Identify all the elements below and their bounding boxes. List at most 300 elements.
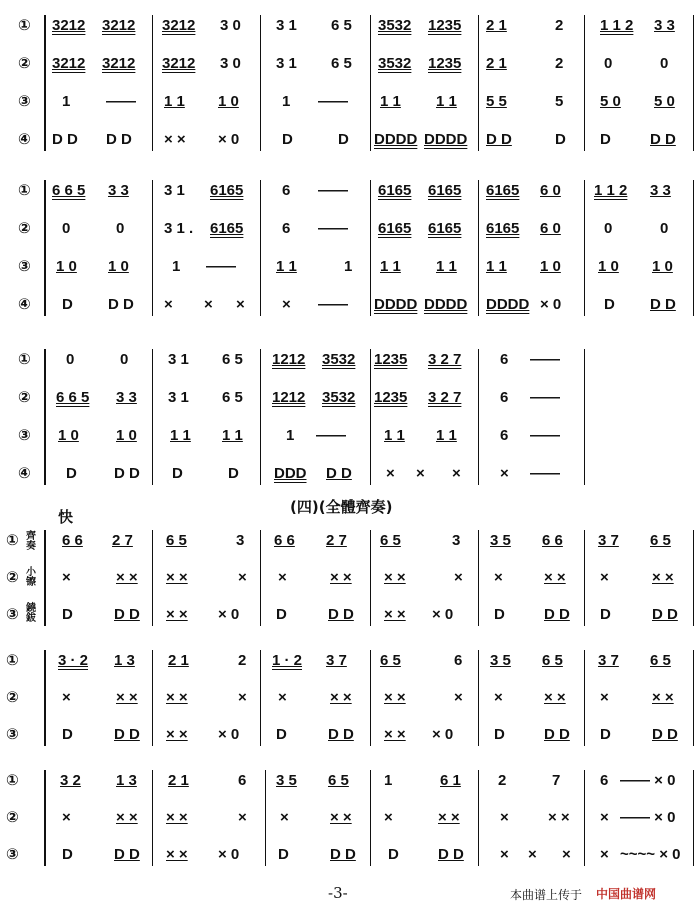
note-cell: 1 1 bbox=[170, 427, 191, 444]
note-cell: × × bbox=[652, 569, 674, 586]
note-cell: D D bbox=[114, 846, 140, 863]
note-cell: D D bbox=[328, 606, 354, 623]
part-number-label: ③ bbox=[6, 726, 19, 743]
note-cell: 3 1 bbox=[276, 17, 297, 34]
note-cell: × × bbox=[116, 809, 138, 826]
bar-line bbox=[152, 15, 153, 151]
bar-line bbox=[260, 530, 261, 626]
note-cell: × bbox=[280, 809, 289, 826]
note-cell: —— × 0 bbox=[620, 809, 676, 826]
note-cell: 6 bbox=[282, 182, 291, 199]
note-cell: 6 6 bbox=[62, 532, 83, 549]
note-cell: —— bbox=[206, 258, 236, 275]
note-cell: × × bbox=[166, 606, 188, 623]
note-cell: 1 1 bbox=[276, 258, 297, 275]
note-cell: 2 bbox=[555, 55, 564, 72]
note-cell: —— bbox=[530, 351, 560, 368]
part-number-label: ② bbox=[18, 220, 31, 237]
note-cell: 1 3 bbox=[116, 772, 137, 789]
note-cell: 3 7 bbox=[326, 652, 347, 669]
note-cell: 6 5 bbox=[331, 17, 352, 34]
note-cell: DDDD bbox=[374, 131, 418, 148]
note-cell: × bbox=[494, 689, 503, 706]
note-cell: 1235 bbox=[374, 351, 408, 368]
bar-line bbox=[260, 15, 261, 151]
bar-line bbox=[584, 180, 585, 316]
note-cell: D D bbox=[114, 465, 140, 482]
note-cell: D D bbox=[114, 726, 140, 743]
note-cell: —— bbox=[316, 427, 346, 444]
bar-line bbox=[152, 650, 153, 746]
note-cell: 1 bbox=[286, 427, 295, 444]
bar-line bbox=[584, 770, 585, 866]
note-cell: × × bbox=[548, 809, 570, 826]
note-cell: × bbox=[238, 809, 247, 826]
note-cell: D D bbox=[438, 846, 464, 863]
bar-line bbox=[584, 530, 585, 626]
note-cell: 3 1 bbox=[276, 55, 297, 72]
part-number-label: ③ bbox=[6, 606, 19, 623]
note-cell: 1 bbox=[172, 258, 181, 275]
note-cell: 1 1 bbox=[436, 427, 457, 444]
note-cell: 6 6 bbox=[274, 532, 295, 549]
part-number-label: ① bbox=[6, 772, 19, 789]
part-number-label: ① bbox=[6, 532, 19, 549]
note-cell: D bbox=[62, 846, 73, 863]
score-system-1 bbox=[0, 15, 700, 151]
bar-line bbox=[478, 770, 479, 866]
note-cell: 1 1 2 bbox=[600, 17, 634, 34]
bar-line bbox=[478, 650, 479, 746]
note-cell: × 0 bbox=[540, 296, 562, 313]
note-cell: 0 bbox=[660, 220, 669, 237]
section-title: (四)(全體齊奏) bbox=[290, 498, 393, 516]
note-cell: × × bbox=[166, 569, 188, 586]
note-cell: × bbox=[62, 569, 71, 586]
part-number-label: ② bbox=[18, 55, 31, 72]
note-cell: 1 0 bbox=[218, 93, 239, 110]
note-cell: 5 bbox=[555, 93, 564, 110]
bar-line bbox=[152, 180, 153, 316]
note-cell: 3 5 bbox=[276, 772, 297, 789]
note-cell: 1 bbox=[62, 93, 71, 110]
note-cell: × bbox=[452, 465, 461, 482]
note-cell: 6165 bbox=[378, 182, 412, 199]
bar-line bbox=[370, 15, 371, 151]
note-cell: 6165 bbox=[378, 220, 412, 237]
note-cell: 1 0 bbox=[116, 427, 137, 444]
note-cell: × bbox=[528, 846, 537, 863]
note-cell: 3 1 . bbox=[164, 220, 194, 237]
note-cell: × bbox=[600, 569, 609, 586]
note-cell: D bbox=[276, 606, 287, 623]
bar-line bbox=[152, 530, 153, 626]
note-cell: D D bbox=[326, 465, 352, 482]
bar-line bbox=[370, 530, 371, 626]
note-cell: 6 bbox=[238, 772, 247, 789]
note-cell: D D bbox=[330, 846, 356, 863]
note-cell: × × bbox=[384, 726, 406, 743]
part-number-label: ② bbox=[6, 689, 19, 706]
bar-line bbox=[44, 349, 46, 485]
part-number-label: ③ bbox=[18, 427, 31, 444]
note-cell: 1 0 bbox=[108, 258, 129, 275]
note-cell: × bbox=[278, 569, 287, 586]
note-cell: × × bbox=[166, 689, 188, 706]
note-cell: —— bbox=[318, 296, 348, 313]
note-cell: 3532 bbox=[322, 351, 356, 368]
bar-line bbox=[693, 15, 694, 151]
note-cell: —— bbox=[318, 182, 348, 199]
note-cell: 2 bbox=[238, 652, 247, 669]
note-cell: × bbox=[236, 296, 245, 313]
bar-line bbox=[152, 770, 153, 866]
note-cell: × × bbox=[544, 689, 566, 706]
note-cell: 1 0 bbox=[540, 258, 561, 275]
note-cell: D D bbox=[114, 606, 140, 623]
bar-line bbox=[584, 349, 585, 485]
note-cell: × × bbox=[166, 846, 188, 863]
note-cell: × × bbox=[438, 809, 460, 826]
part-number-label: ③ bbox=[18, 258, 31, 275]
note-cell: 6 5 bbox=[331, 55, 352, 72]
part-number-label: ① bbox=[18, 182, 31, 199]
note-cell: D bbox=[228, 465, 239, 482]
part-number-label: ④ bbox=[18, 465, 31, 482]
note-cell: × bbox=[454, 569, 463, 586]
note-cell: 1 0 bbox=[652, 258, 673, 275]
note-cell: 6 0 bbox=[540, 220, 561, 237]
note-cell: 3212 bbox=[102, 55, 136, 72]
note-cell: 0 bbox=[604, 55, 613, 72]
note-cell: × bbox=[62, 689, 71, 706]
note-cell: 0 bbox=[660, 55, 669, 72]
bar-line bbox=[370, 650, 371, 746]
upload-credit: 本曲谱上传于 bbox=[510, 888, 583, 902]
note-cell: 3212 bbox=[162, 55, 196, 72]
note-cell: 6165 bbox=[210, 220, 244, 237]
note-cell: D D bbox=[544, 606, 570, 623]
part-number-label: ④ bbox=[18, 131, 31, 148]
bar-line bbox=[152, 349, 153, 485]
score-system-3 bbox=[0, 349, 700, 485]
note-cell: DDD bbox=[274, 465, 307, 482]
note-cell: × × bbox=[330, 569, 352, 586]
note-cell: 6 5 bbox=[650, 652, 671, 669]
note-cell: 3532 bbox=[378, 55, 412, 72]
note-cell: × 0 bbox=[218, 726, 240, 743]
note-cell: 6 5 bbox=[650, 532, 671, 549]
note-cell: 0 bbox=[66, 351, 75, 368]
note-cell: 6 6 5 bbox=[52, 182, 86, 199]
note-cell: 1 1 bbox=[380, 258, 401, 275]
note-cell: —— bbox=[318, 93, 348, 110]
note-cell: D bbox=[338, 131, 349, 148]
note-cell: 3 5 bbox=[490, 652, 511, 669]
note-cell: × 0 bbox=[218, 131, 240, 148]
note-cell: —— × 0 bbox=[620, 772, 676, 789]
note-cell: × × bbox=[330, 809, 352, 826]
note-cell: D D bbox=[52, 131, 78, 148]
note-cell: —— bbox=[530, 427, 560, 444]
note-cell: DDDD bbox=[424, 131, 468, 148]
bar-line bbox=[44, 15, 46, 151]
note-cell: 6 1 bbox=[440, 772, 461, 789]
bar-line bbox=[584, 15, 585, 151]
note-cell: 3532 bbox=[322, 389, 356, 406]
bar-line bbox=[693, 180, 694, 316]
note-cell: 3 7 bbox=[598, 652, 619, 669]
note-cell: 1 1 bbox=[436, 258, 457, 275]
note-cell: 5 5 bbox=[486, 93, 507, 110]
bar-line bbox=[478, 15, 479, 151]
note-cell: D bbox=[555, 131, 566, 148]
bar-line bbox=[265, 770, 266, 866]
note-cell: 0 bbox=[116, 220, 125, 237]
note-cell: 6 bbox=[600, 772, 609, 789]
note-cell: 2 1 bbox=[168, 652, 189, 669]
note-cell: × 0 bbox=[218, 846, 240, 863]
bar-line bbox=[693, 650, 694, 746]
note-cell: —— bbox=[318, 220, 348, 237]
note-cell: × 0 bbox=[218, 606, 240, 623]
note-cell: × bbox=[204, 296, 213, 313]
note-cell: 1 bbox=[384, 772, 393, 789]
note-cell: D bbox=[600, 606, 611, 623]
note-cell: 1 1 bbox=[380, 93, 401, 110]
note-cell: 2 1 bbox=[486, 17, 507, 34]
note-cell: 1 1 bbox=[222, 427, 243, 444]
note-cell: 1212 bbox=[272, 351, 306, 368]
note-cell: × × bbox=[116, 569, 138, 586]
note-cell: D D bbox=[106, 131, 132, 148]
note-cell: DDDD bbox=[486, 296, 530, 313]
page-number: -3- bbox=[328, 884, 348, 902]
bar-line bbox=[370, 349, 371, 485]
note-cell: D D bbox=[652, 606, 678, 623]
score-system-2 bbox=[0, 180, 700, 316]
note-cell: × bbox=[386, 465, 395, 482]
note-cell: × × bbox=[330, 689, 352, 706]
part-number-label: ② bbox=[18, 389, 31, 406]
note-cell: D D bbox=[650, 296, 676, 313]
note-cell: 6 bbox=[454, 652, 463, 669]
note-cell: D bbox=[62, 606, 73, 623]
note-cell: × × bbox=[116, 689, 138, 706]
note-cell: 3 bbox=[236, 532, 245, 549]
note-cell: × bbox=[600, 846, 609, 863]
note-cell: D D bbox=[650, 131, 676, 148]
bar-line bbox=[584, 650, 585, 746]
note-cell: 6 bbox=[282, 220, 291, 237]
part-number-label: ① bbox=[6, 652, 19, 669]
note-cell: 1212 bbox=[272, 389, 306, 406]
note-cell: × 0 bbox=[432, 726, 454, 743]
instrument-label-3: 鐃鈸 bbox=[26, 603, 36, 624]
note-cell: D D bbox=[652, 726, 678, 743]
bar-line bbox=[260, 650, 261, 746]
note-cell: × bbox=[164, 296, 173, 313]
note-cell: 6 bbox=[500, 389, 509, 406]
site-logo[interactable]: 中国曲谱网 bbox=[596, 887, 657, 901]
bar-line bbox=[370, 770, 371, 866]
note-cell: 3 2 bbox=[60, 772, 81, 789]
note-cell: 3212 bbox=[52, 17, 86, 34]
note-cell: 3212 bbox=[52, 55, 86, 72]
note-cell: 3 3 bbox=[650, 182, 671, 199]
bar-line bbox=[478, 349, 479, 485]
note-cell: 3 5 bbox=[490, 532, 511, 549]
note-cell: 1235 bbox=[374, 389, 408, 406]
note-cell: 3 2 7 bbox=[428, 389, 462, 406]
note-cell: 6 5 bbox=[222, 351, 243, 368]
note-cell: D D bbox=[544, 726, 570, 743]
part-number-label: ③ bbox=[6, 846, 19, 863]
note-cell: 3 2 7 bbox=[428, 351, 462, 368]
note-cell: × × bbox=[384, 569, 406, 586]
note-cell: 6 5 bbox=[380, 532, 401, 549]
note-cell: 2 1 bbox=[486, 55, 507, 72]
note-cell: 3212 bbox=[162, 17, 196, 34]
note-cell: × × bbox=[652, 689, 674, 706]
score-system-6 bbox=[0, 770, 700, 866]
note-cell: × bbox=[600, 809, 609, 826]
note-cell: D D bbox=[328, 726, 354, 743]
note-cell: 6 5 bbox=[380, 652, 401, 669]
note-cell: 6 5 bbox=[222, 389, 243, 406]
part-number-label: ① bbox=[18, 351, 31, 368]
note-cell: 1 0 bbox=[56, 258, 77, 275]
note-cell: 3 · 2 bbox=[58, 652, 89, 669]
instrument-label-1: 齊奏 bbox=[26, 531, 36, 552]
note-cell: D bbox=[600, 726, 611, 743]
bar-line bbox=[44, 770, 46, 866]
note-cell: D bbox=[172, 465, 183, 482]
note-cell: 1 · 2 bbox=[272, 652, 303, 669]
note-cell: × bbox=[238, 569, 247, 586]
note-cell: 3 bbox=[452, 532, 461, 549]
note-cell: × bbox=[384, 809, 393, 826]
note-cell: D D bbox=[108, 296, 134, 313]
note-cell: —— bbox=[106, 93, 136, 110]
note-cell: 6 bbox=[500, 427, 509, 444]
part-number-label: ② bbox=[6, 569, 19, 586]
note-cell: 3 1 bbox=[168, 351, 189, 368]
note-cell: D bbox=[604, 296, 615, 313]
note-cell: × × bbox=[164, 131, 186, 148]
bar-line bbox=[370, 180, 371, 316]
part-number-label: ① bbox=[18, 17, 31, 34]
score-system-4 bbox=[0, 530, 700, 626]
note-cell: D bbox=[66, 465, 77, 482]
note-cell: 6165 bbox=[486, 182, 520, 199]
note-cell: 6 6 bbox=[542, 532, 563, 549]
note-cell: 6 0 bbox=[540, 182, 561, 199]
note-cell: 3 0 bbox=[220, 55, 241, 72]
note-cell: D bbox=[276, 726, 287, 743]
note-cell: × × bbox=[384, 606, 406, 623]
note-cell: 2 7 bbox=[326, 532, 347, 549]
tempo-marking: 快 bbox=[58, 508, 74, 526]
note-cell: D D bbox=[486, 131, 512, 148]
note-cell: 5 0 bbox=[654, 93, 675, 110]
note-cell: 3 3 bbox=[116, 389, 137, 406]
note-cell: D bbox=[494, 726, 505, 743]
note-cell: × × bbox=[544, 569, 566, 586]
note-cell: × bbox=[238, 689, 247, 706]
note-cell: 1 bbox=[344, 258, 353, 275]
note-cell: 2 1 bbox=[168, 772, 189, 789]
note-cell: 6165 bbox=[428, 182, 462, 199]
note-cell: 1 1 bbox=[436, 93, 457, 110]
note-cell: 6165 bbox=[486, 220, 520, 237]
bar-line bbox=[260, 349, 261, 485]
bar-line bbox=[260, 180, 261, 316]
note-cell: × bbox=[500, 465, 509, 482]
note-cell: 6165 bbox=[428, 220, 462, 237]
note-cell: × bbox=[494, 569, 503, 586]
note-cell: × 0 bbox=[432, 606, 454, 623]
note-cell: D bbox=[494, 606, 505, 623]
note-cell: D bbox=[278, 846, 289, 863]
note-cell: D bbox=[388, 846, 399, 863]
note-cell: × × bbox=[166, 726, 188, 743]
note-cell: 3 1 bbox=[168, 389, 189, 406]
note-cell: 6 5 bbox=[166, 532, 187, 549]
note-cell: D bbox=[62, 296, 73, 313]
note-cell: 0 bbox=[120, 351, 129, 368]
note-cell: DDDD bbox=[424, 296, 468, 313]
note-cell: 2 bbox=[555, 17, 564, 34]
note-cell: 1 1 bbox=[384, 427, 405, 444]
bar-line bbox=[478, 180, 479, 316]
bar-line bbox=[44, 180, 46, 316]
note-cell: 0 bbox=[604, 220, 613, 237]
note-cell: 1 3 bbox=[114, 652, 135, 669]
part-number-label: ② bbox=[6, 809, 19, 826]
note-cell: 3 0 bbox=[220, 17, 241, 34]
note-cell: D bbox=[62, 726, 73, 743]
note-cell: 1 1 bbox=[486, 258, 507, 275]
part-number-label: ③ bbox=[18, 93, 31, 110]
note-cell: × bbox=[416, 465, 425, 482]
note-cell: × bbox=[500, 809, 509, 826]
note-cell: 1 1 2 bbox=[594, 182, 628, 199]
note-cell: —— bbox=[530, 389, 560, 406]
bar-line bbox=[44, 650, 46, 746]
note-cell: 3212 bbox=[102, 17, 136, 34]
bar-line bbox=[693, 770, 694, 866]
note-cell: 3532 bbox=[378, 17, 412, 34]
bar-line bbox=[478, 530, 479, 626]
note-cell: × bbox=[600, 689, 609, 706]
note-cell: 1 0 bbox=[58, 427, 79, 444]
note-cell: DDDD bbox=[374, 296, 418, 313]
note-cell: 6 bbox=[500, 351, 509, 368]
note-cell: 3 7 bbox=[598, 532, 619, 549]
note-cell: 3 1 bbox=[164, 182, 185, 199]
note-cell: 1 0 bbox=[598, 258, 619, 275]
note-cell: —— bbox=[530, 465, 560, 482]
note-cell: 2 7 bbox=[112, 532, 133, 549]
note-cell: × bbox=[454, 689, 463, 706]
part-number-label: ④ bbox=[18, 296, 31, 313]
note-cell: 6 5 bbox=[542, 652, 563, 669]
note-cell: × bbox=[282, 296, 291, 313]
note-cell: 1 1 bbox=[164, 93, 185, 110]
note-cell: 7 bbox=[552, 772, 561, 789]
note-cell: 0 bbox=[62, 220, 71, 237]
